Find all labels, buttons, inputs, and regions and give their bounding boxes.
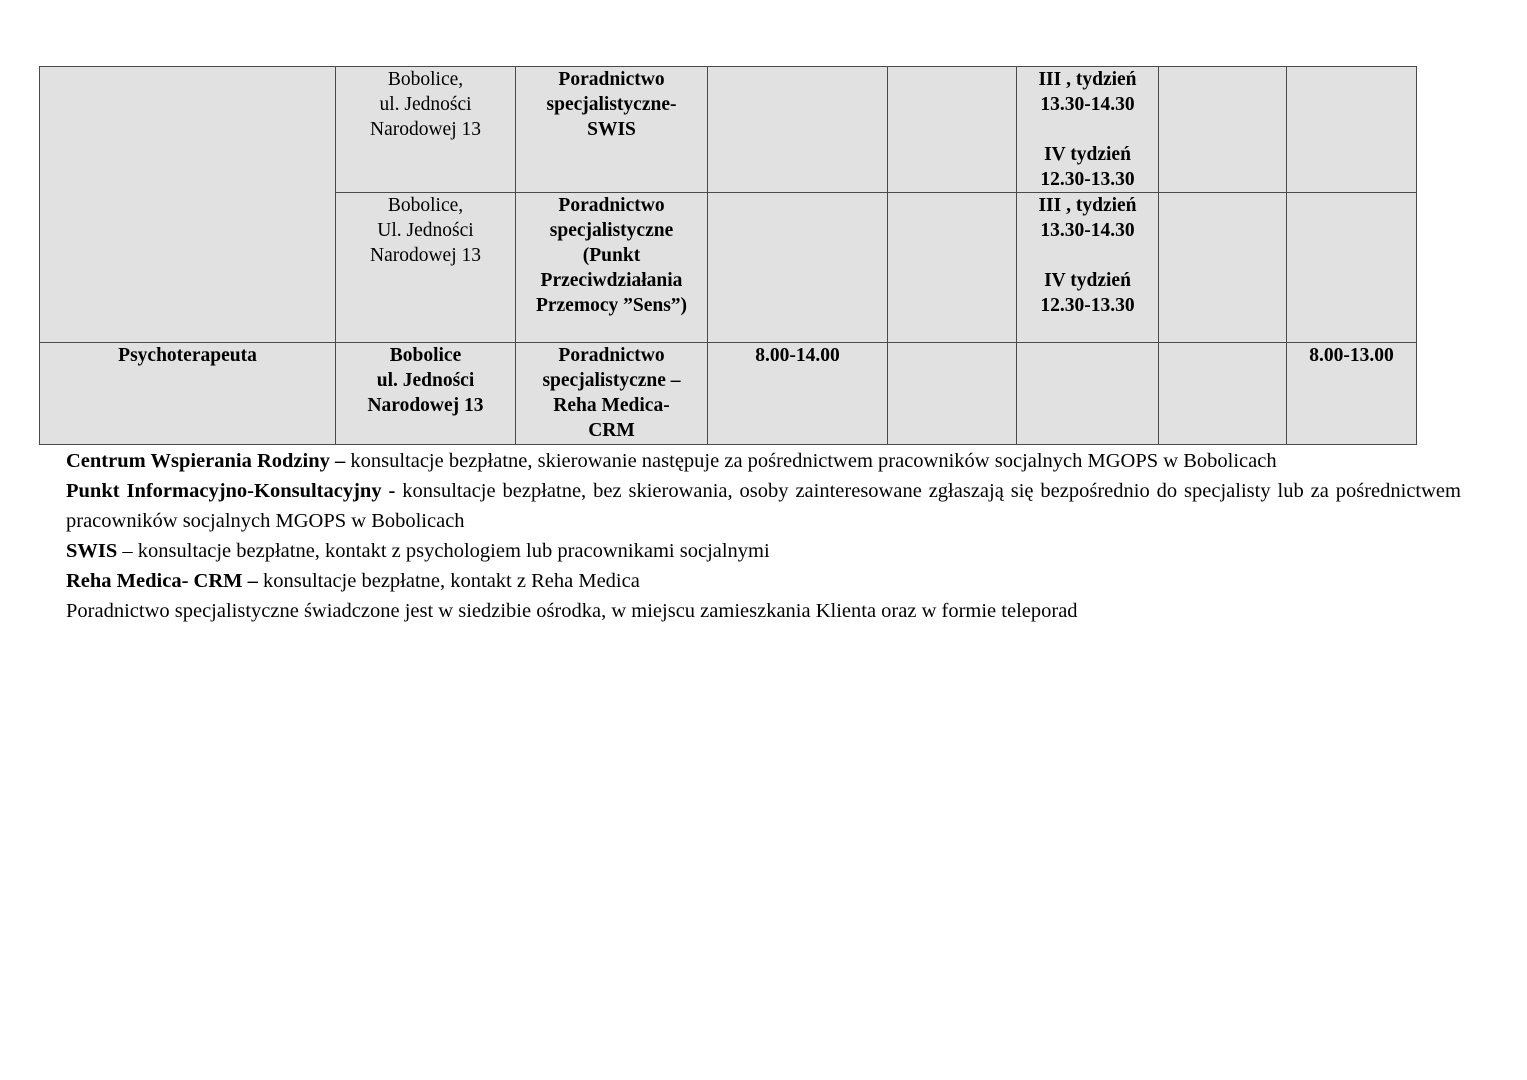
hours-cell: III , tydzień 13.30-14.30 IV tydzień 12.30-13.30 bbox=[1017, 67, 1159, 193]
hours-cell: 8.00-13.00 bbox=[1287, 343, 1417, 445]
table-row bbox=[40, 67, 1417, 193]
hours-cell: 8.00-14.00 bbox=[708, 343, 888, 445]
day-cell bbox=[1017, 343, 1159, 445]
day-cell bbox=[1287, 67, 1417, 193]
day-cell bbox=[1159, 193, 1287, 343]
legend-term: Centrum Wspierania Rodziny – bbox=[66, 450, 346, 472]
legend-item bbox=[66, 536, 1461, 566]
location-cell: Bobolice ul. Jedności Narodowej 13 bbox=[336, 343, 516, 445]
legend-text: konsultacje bezpłatne, bez skierowania, osoby zainteresowane zgłaszają się bezpośrednio do specjalisty lub za pośrednictwem pracowników socjalnych MGOPS w Bobolicach bbox=[66, 480, 1461, 532]
table-row bbox=[40, 343, 1417, 445]
day-cell bbox=[1159, 67, 1287, 193]
service-cell: Poradnictwo specjalistyczne- SWIS bbox=[516, 67, 708, 193]
day-cell bbox=[708, 67, 888, 193]
day-cell bbox=[708, 193, 888, 343]
location-cell: Bobolice, Ul. Jedności Narodowej 13 bbox=[336, 193, 516, 343]
service-cell: Poradnictwo specjalistyczne – Reha Medica- CRM bbox=[516, 343, 708, 445]
legend-text: Poradnictwo specjalistyczne świadczone jest w siedzibie ośrodka, w miejscu zamieszkania Klienta oraz w formie teleporad bbox=[66, 600, 1078, 622]
legend-text: – konsultacje bezpłatne, kontakt z psychologiem lub pracownikami socjalnymi bbox=[117, 540, 770, 562]
service-cell: Poradnictwo specjalistyczne (Punkt Przeciwdziałania Przemocy ”Sens”) bbox=[516, 193, 708, 343]
legend-text: konsultacje bezpłatne, skierowanie następuje za pośrednictwem pracowników socjalnych MGOPS w Bobolicach bbox=[345, 450, 1277, 472]
hours-cell: III , tydzień 13.30-14.30 IV tydzień 12.30-13.30 bbox=[1017, 193, 1159, 343]
legend-term: Punkt Informacyjno-Konsultacyjny - bbox=[66, 480, 396, 502]
legend bbox=[66, 446, 1461, 626]
day-cell bbox=[1287, 193, 1417, 343]
schedule-table bbox=[39, 66, 1417, 445]
day-cell bbox=[888, 193, 1017, 343]
legend-item bbox=[66, 446, 1461, 476]
location-cell: Bobolice, ul. Jedności Narodowej 13 bbox=[336, 67, 516, 193]
legend-item bbox=[66, 566, 1461, 596]
legend-term: Reha Medica- CRM – bbox=[66, 570, 258, 592]
legend-text: konsultacje bezpłatne, kontakt z Reha Medica bbox=[257, 570, 640, 592]
day-cell bbox=[888, 67, 1017, 193]
legend-item bbox=[66, 596, 1461, 626]
legend-term: SWIS bbox=[66, 540, 118, 562]
role-cell-empty bbox=[40, 67, 336, 343]
role-cell: Psychoterapeuta bbox=[40, 343, 336, 445]
day-cell bbox=[888, 343, 1017, 445]
day-cell bbox=[1159, 343, 1287, 445]
legend-item bbox=[66, 476, 1461, 536]
